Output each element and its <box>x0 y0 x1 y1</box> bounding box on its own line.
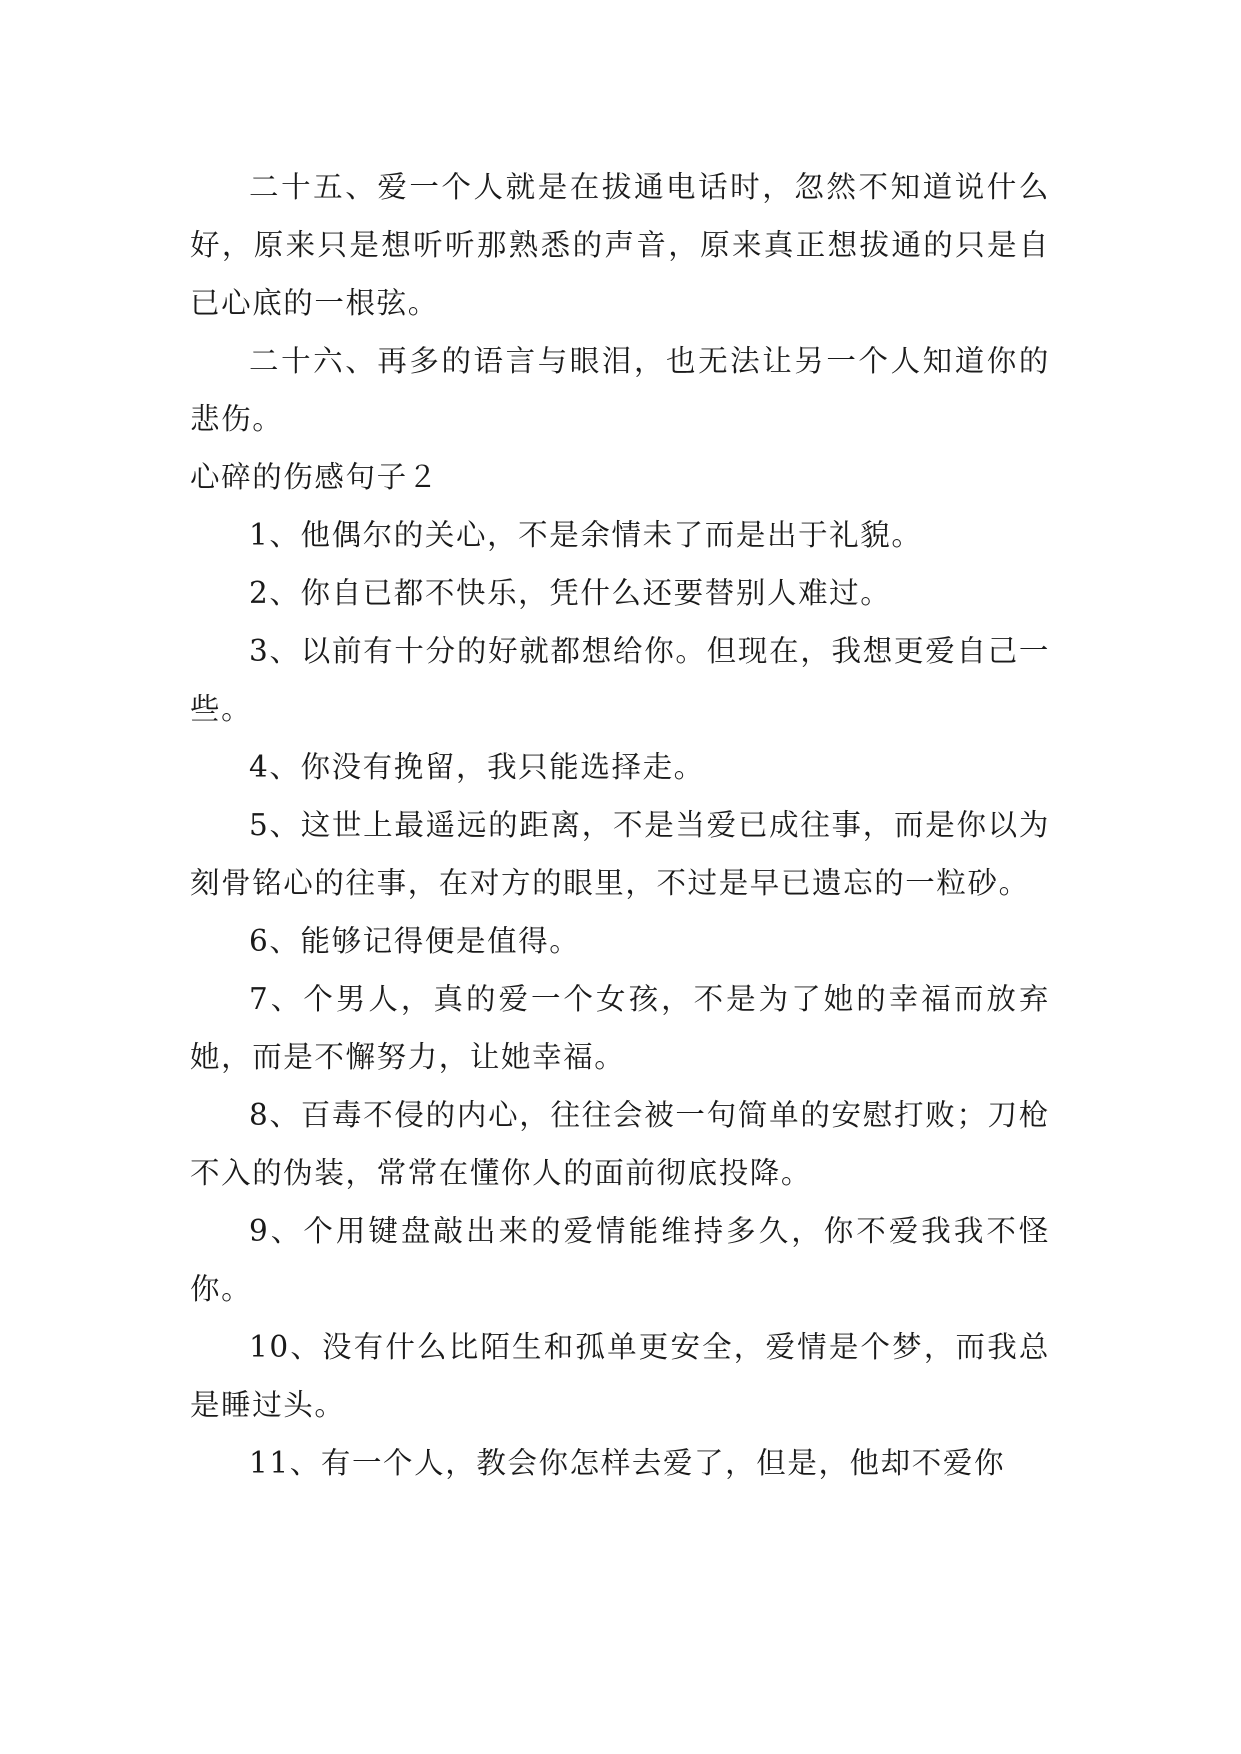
paragraph-2: 2、你自已都不快乐，凭什么还要替别人难过。 <box>249 576 892 610</box>
paragraph-7: 7、个男人，真的爱一个女孩，不是为了她的幸福而放弃她，而是不懈努力，让她幸福。 <box>190 982 1050 1074</box>
paragraph-5: 5、这世上最遥远的距离，不是当爱已成往事，而是你以为刻骨铭心的往事，在对方的眼里，不过是早已遗忘的一粒砂。 <box>190 808 1050 900</box>
paragraph-25: 二十五、爱一个人就是在拔通电话时，忽然不知道说什么好，原来只是想听听那熟悉的声音，原来真正想拔通的只是自已心底的一根弦。 <box>190 170 1050 320</box>
paragraph-9: 9、个用键盘敲出来的爱情能维持多久，你不爱我我不怪你。 <box>190 1214 1050 1306</box>
document-page <box>190 158 1050 1492</box>
section-heading: 心碎的伤感句子２ <box>190 460 439 494</box>
paragraph-6: 6、能够记得便是值得。 <box>249 924 581 958</box>
paragraph-4: 4、你没有挽留，我只能选择走。 <box>249 750 705 784</box>
paragraph-3: 3、以前有十分的好就都想给你。但现在，我想更爱自己一些。 <box>190 634 1050 726</box>
paragraph-26: 二十六、再多的语言与眼泪，也无法让另一个人知道你的悲伤。 <box>190 344 1050 436</box>
paragraph-10: 10、没有什么比陌生和孤单更安全，爱情是个梦，而我总是睡过头。 <box>190 1330 1050 1422</box>
paragraph-11: 11、有一个人，教会你怎样去爱了，但是，他却不爱你 <box>249 1446 1006 1480</box>
paragraph-1: 1、他偶尔的关心，不是余情未了而是出于礼貌。 <box>249 518 923 552</box>
paragraph-8: 8、百毒不侵的内心，往往会被一句简单的安慰打败；刀枪不入的伪装，常常在懂你人的面前彻底投降。 <box>190 1098 1050 1190</box>
